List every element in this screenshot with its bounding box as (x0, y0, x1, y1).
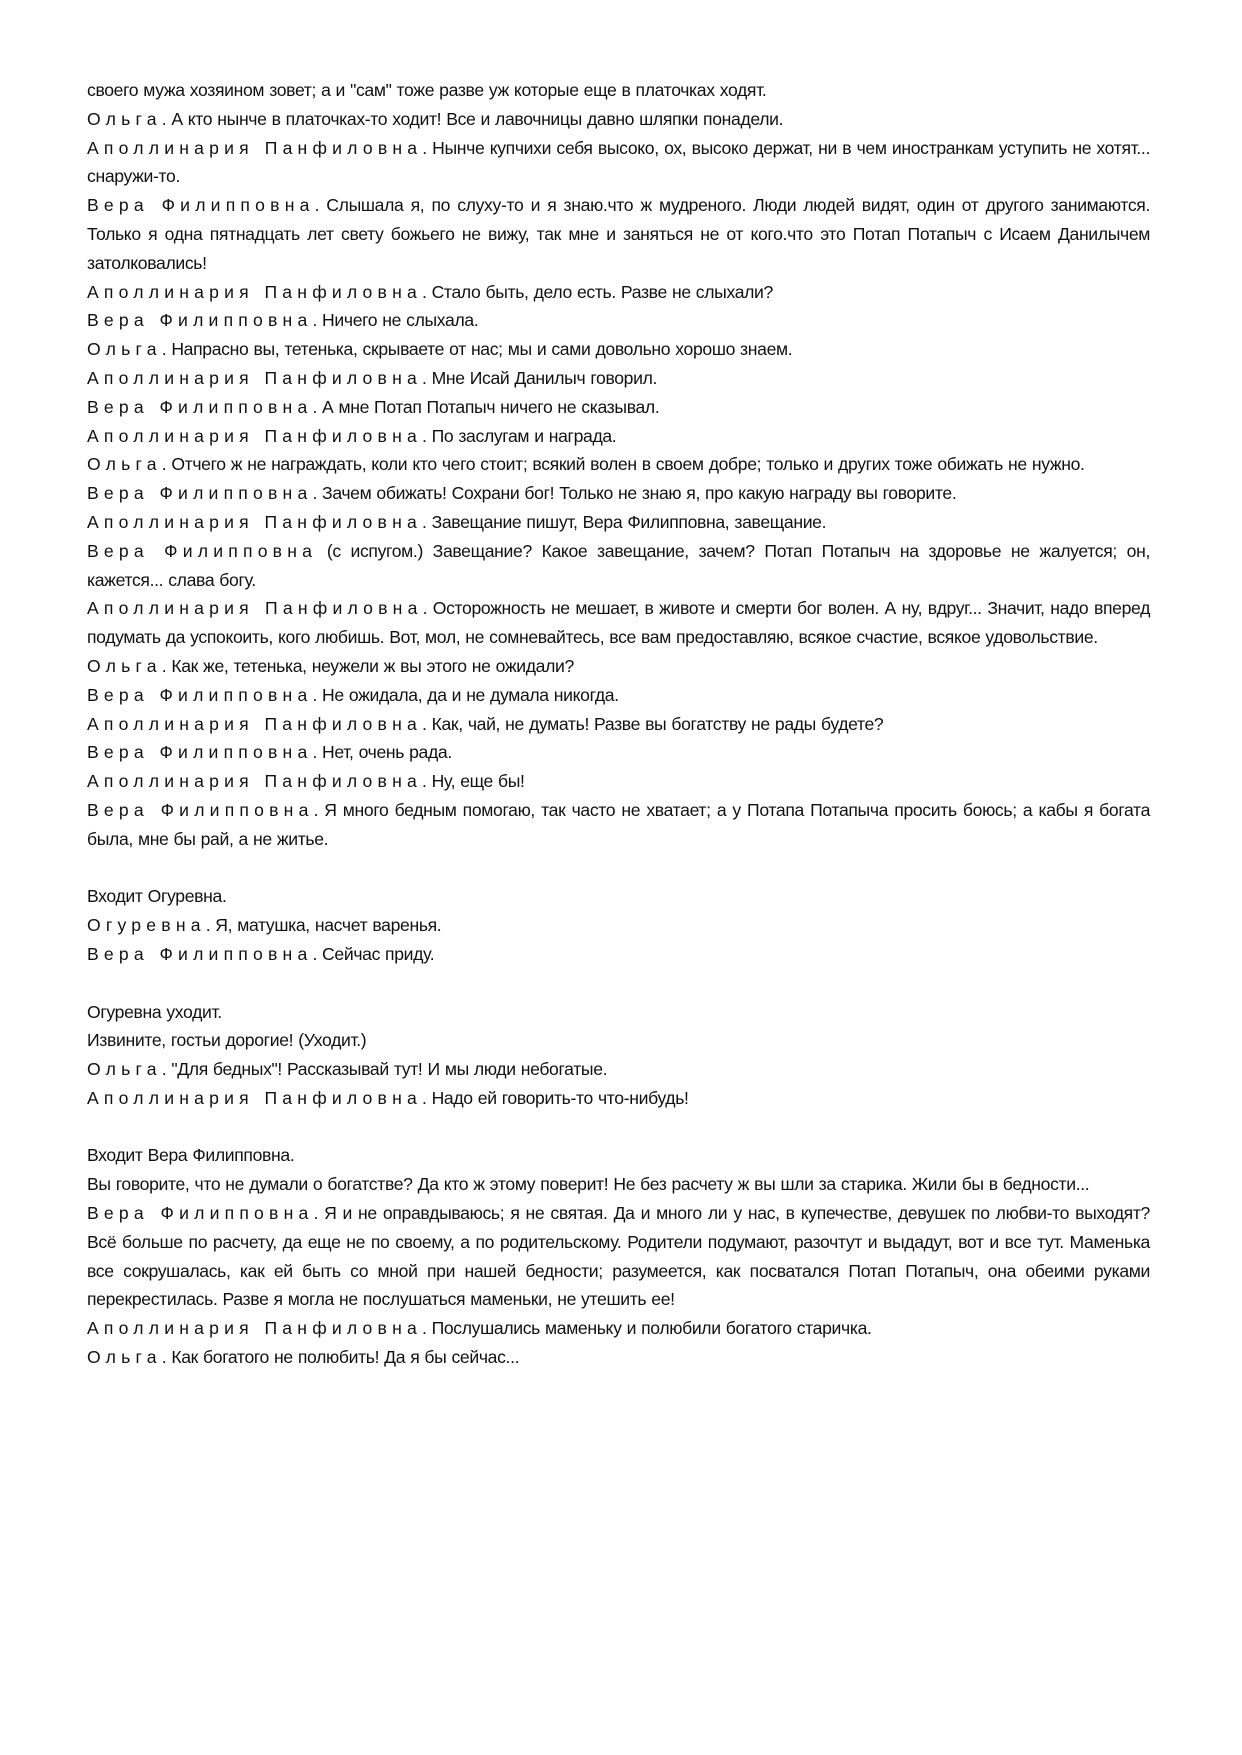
dialogue-line (87, 1084, 1150, 1113)
dialogue-line (87, 767, 1150, 796)
stage-direction (87, 998, 1150, 1027)
line-text: . Слышала я, по слуху-то и я знаю.что ж мудреного. Люди людей видят, один от другого занимаются. Только я одна пятнадцать лет свету божьего не вижу, так мне и заняться не от кого.что это Потап Потапыч с Исаем Данилычем затолковались! (87, 195, 1150, 273)
dialogue-line (87, 738, 1150, 767)
speaker-name: Вера Филипповна (87, 1203, 314, 1224)
speaker-name: Ольга (87, 1059, 162, 1080)
dialogue-line (87, 306, 1150, 335)
stage-direction (87, 882, 1150, 911)
document-page (87, 76, 1150, 1372)
line-text: Входит Огуревна. (87, 886, 227, 907)
dialogue-line (87, 1343, 1150, 1372)
speaker-name: Ольга (87, 1347, 162, 1368)
dialogue-line (87, 479, 1150, 508)
line-text: Огуревна уходит. (87, 1001, 222, 1022)
speaker-name: Аполлинария Панфиловна (87, 1087, 422, 1108)
speaker-name: Аполлинария Панфиловна (87, 137, 423, 158)
line-text: . Мне Исай Данилыч говорил. (422, 367, 658, 388)
line-text: . Как богатого не полюбить! Да я бы сейчас... (161, 1347, 520, 1368)
stage-direction (87, 1141, 1150, 1170)
speaker-name: Вера Филипповна (87, 483, 313, 504)
speaker-name: Ольга (87, 655, 162, 676)
speaker-name: Вера Филипповна (87, 742, 313, 763)
dialogue-line (87, 940, 1150, 969)
speaker-name: Ольга (87, 108, 162, 129)
dialogue-line (87, 105, 1150, 134)
dialogue-line (87, 450, 1150, 479)
dialogue-line (87, 364, 1150, 393)
speaker-name: Огуревна (87, 915, 206, 936)
dialogue-line (87, 191, 1150, 277)
line-text: Входит Вера Филипповна. (87, 1145, 295, 1166)
dialogue-line (87, 710, 1150, 739)
speaker-name: Аполлинария Панфиловна (87, 1318, 422, 1339)
speaker-name: Вера Филипповна (87, 943, 313, 964)
speaker-name: Вера Филипповна (87, 540, 318, 561)
stage-direction (87, 1170, 1150, 1199)
dialogue-line (87, 134, 1150, 192)
dialogue-line (87, 422, 1150, 451)
blank-line (87, 969, 1150, 998)
line-text: Вы говорите, что не думали о богатстве? Да кто ж этому поверит! Не без расчету ж вы шли за старика. Жили бы в бедности... (87, 1174, 1090, 1195)
blank-line (87, 1113, 1150, 1142)
line-text: . Я, матушка, насчет варенья. (205, 915, 442, 936)
line-text: . Отчего ж не награждать, коли кто чего стоит; всякий волен в своем добре; только и других тоже обижать не нужно. (161, 454, 1085, 475)
speaker-name: Аполлинария Панфиловна (87, 425, 422, 446)
speaker-name: Вера Филипповна (87, 799, 314, 820)
line-text: . Я много бедным помогаю, так часто не хватает; а у Потапа Потапыча просить боюсь; а кабы я богата была, мне бы рай, а не житье. (87, 799, 1150, 849)
speaker-name: Вера Филипповна (87, 396, 313, 417)
line-text: . Как, чай, не думать! Разве вы богатству не рады будете? (422, 713, 884, 734)
dialogue-line (87, 508, 1150, 537)
stage-direction (87, 1026, 1150, 1055)
speaker-name: Аполлинария Панфиловна (87, 511, 422, 532)
speaker-name: Аполлинария Панфиловна (87, 598, 423, 619)
dialogue-line (87, 681, 1150, 710)
dialogue-line (87, 1055, 1150, 1084)
dialogue-line (87, 796, 1150, 854)
speaker-name: Вера Филипповна (87, 684, 313, 705)
dialogue-line (87, 335, 1150, 364)
speaker-name: Аполлинария Панфиловна (87, 713, 422, 734)
blank-line (87, 854, 1150, 883)
dialogue-line (87, 537, 1150, 595)
line-text: . Нынче купчихи себя высоко, ох, высоко держат, ни в чем иностранкам уступить не хотят... снаружи-то. (87, 137, 1150, 187)
speaker-name: Ольга (87, 339, 162, 360)
line-text: . Напрасно вы, тетенька, скрываете от нас; мы и сами довольно хорошо знаем. (161, 339, 793, 360)
speaker-name: Вера Филипповна (87, 195, 315, 216)
line-text: . Нет, очень рада. (312, 742, 452, 763)
line-text: . "Для бедных"! Рассказывай тут! И мы люди небогатые. (161, 1059, 608, 1080)
line-text: своего мужа хозяином зовет; а и "сам" тоже разве уж которые еще в платочках ходят. (87, 80, 767, 100)
speaker-name: Аполлинария Панфиловна (87, 771, 422, 792)
line-text: . Завещание пишут, Вера Филипповна, завещание. (422, 511, 827, 532)
dialogue-line (87, 594, 1150, 652)
line-text: . Послушались маменьку и полюбили богатого старичка. (422, 1318, 872, 1339)
dialogue-line (87, 278, 1150, 307)
line-text: . Не ожидала, да и не думала никогда. (312, 684, 619, 705)
line-text: . Осторожность не мешает, в животе и смерти бог волен. А ну, вдруг... Значит, надо вперед подумать да успокоить, кого любишь. Вот, мол, не сомневайтесь, все вам предоставляю, всякое счастие, всякое удовольствие. (87, 598, 1150, 648)
line-text: . А кто нынче в платочках-то ходит! Все и лавочницы давно шляпки понадели. (161, 108, 784, 129)
line-text: . А мне Потап Потапыч ничего не сказывал. (312, 396, 660, 417)
dialogue-line (87, 652, 1150, 681)
line-text: Извините, гостьи дорогие! (Уходит.) (87, 1030, 367, 1051)
line-text: . Зачем обижать! Сохрани бог! Только не знаю я, про какую награду вы говорите. (312, 483, 957, 504)
line-text: . Надо ей говорить-то что-нибудь! (422, 1087, 689, 1108)
dialogue-line (87, 911, 1150, 940)
speaker-name: Аполлинария Панфиловна (87, 367, 422, 388)
dialogue-line (87, 1314, 1150, 1343)
line-text: . По заслугам и награда. (422, 425, 617, 446)
line-text: . Ну, еще бы! (422, 771, 525, 792)
speaker-name: Ольга (87, 454, 162, 475)
line-text: (с испугом.) Завещание? Какое завещание, зачем? Потап Потапыч на здоровье не жалуется; он, кажется... слава богу. (87, 540, 1150, 590)
stage-direction (87, 76, 1150, 105)
line-text: . Я и не оправдываюсь; я не святая. Да и много ли у нас, в купечестве, девушек по любви-то выходят? Всё больше по расчету, да еще не по своему, а по родительскому. Родители подумают, разочтут и выдадут, вот и все тут. Маменька все сокрушалась, как ей быть со мной при нашей бедности; разумеется, как посватался Потап Потапыч, она обеими руками перекрестилась. Разве я могла не послушаться маменьки, не утешить ее! (87, 1203, 1150, 1310)
dialogue-line (87, 1199, 1150, 1314)
dialogue-line (87, 393, 1150, 422)
speaker-name: Вера Филипповна (87, 310, 313, 331)
line-text: . Сейчас приду. (312, 943, 435, 964)
line-text: . Как же, тетенька, неужели ж вы этого не ожидали? (161, 655, 574, 676)
speaker-name: Аполлинария Панфиловна (87, 281, 422, 302)
line-text: . Ничего не слыхала. (312, 310, 479, 331)
line-text: . Стало быть, дело есть. Разве не слыхали? (422, 281, 773, 302)
